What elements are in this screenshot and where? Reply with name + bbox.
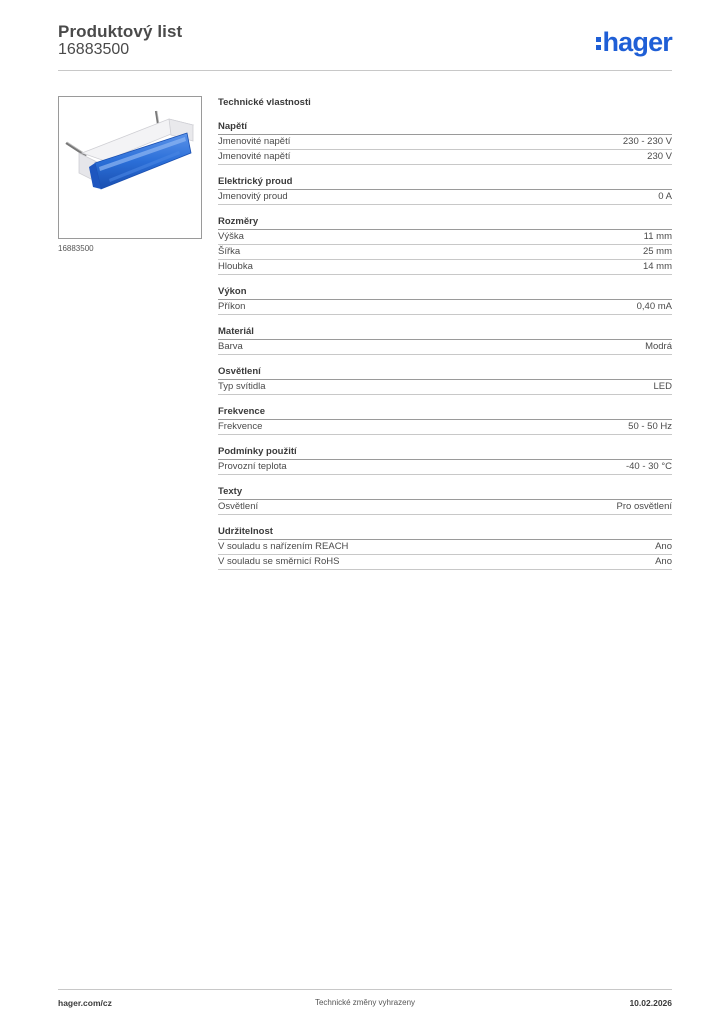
led-module-illustration [59,97,201,238]
spec-group [218,405,672,435]
spec-value: 14 mm [642,261,672,272]
spec-group-title: Výkon [218,285,672,300]
spec-group [218,285,672,315]
spec-group [218,525,672,570]
spec-row [218,500,672,515]
spec-row [218,380,672,395]
hager-logo [596,27,672,57]
product-code: 16883500 [58,41,130,58]
spec-label: Barva [218,341,243,352]
spec-row [218,190,672,205]
spec-label: Příkon [218,301,246,312]
spec-group [218,485,672,515]
spec-groups [218,120,672,570]
spec-row [218,245,672,260]
spec-label: Hloubka [218,261,253,272]
spec-group-title: Materiál [218,325,672,340]
spec-group-title: Texty [218,485,672,500]
footer-date: 10.02.2026 [629,998,672,1008]
spec-group-title: Rozměry [218,215,672,230]
spec-label: V souladu se směrnicí RoHS [218,556,340,567]
product-image [58,96,202,239]
spec-row [218,150,672,165]
spec-label: Provozní teplota [218,461,287,472]
spec-label: Výška [218,231,244,242]
spec-group [218,120,672,165]
spec-group [218,365,672,395]
page-header [58,20,672,71]
spec-label: Typ svítidla [218,381,266,392]
spec-row [218,540,672,555]
spec-row [218,340,672,355]
document-title: Produktový list [58,22,183,41]
spec-group [218,325,672,355]
spec-group-title: Osvětlení [218,365,672,380]
spec-label: Jmenovité napětí [218,136,291,147]
spec-label: Šířka [218,246,241,257]
spec-value: Ano [655,556,672,567]
spec-row [218,460,672,475]
spec-label: Jmenovitý proud [218,191,288,202]
spec-group-title: Napětí [218,120,672,135]
spec-value: 0,40 mA [636,301,672,312]
logo-text: hager [602,27,672,57]
spec-value: 230 V [647,151,672,162]
spec-value: Ano [655,541,672,552]
logo-dots-icon [596,34,601,52]
spec-row [218,260,672,275]
spec-row [218,230,672,245]
spec-group-title: Udržitelnost [218,525,672,540]
technical-specs [218,96,672,580]
spec-value: 50 - 50 Hz [628,421,672,432]
spec-label: V souladu s nařízením REACH [218,541,349,552]
spec-value: 25 mm [642,246,672,257]
spec-value: 11 mm [643,231,672,242]
spec-group [218,175,672,205]
spec-group-title: Elektrický proud [218,175,672,190]
image-caption: 16883500 [58,244,94,253]
spec-label: Frekvence [218,421,263,432]
specs-heading: Technické vlastnosti [218,97,311,108]
spec-label: Osvětlení [218,501,259,512]
spec-row [218,555,672,570]
spec-group [218,445,672,475]
spec-value: Pro osvětlení [616,501,672,512]
spec-value: 0 A [658,191,672,202]
spec-row [218,420,672,435]
spec-row [218,135,672,150]
spec-row [218,300,672,315]
spec-group-title: Podmínky použití [218,445,672,460]
spec-label: Jmenovité napětí [218,151,291,162]
spec-value: Modrá [645,341,672,352]
spec-group-title: Frekvence [218,405,672,420]
footer-notice: Technické změny vyhrazeny [314,998,416,1007]
spec-value: -40 - 30 °C [625,461,672,472]
page-footer [58,989,672,1010]
spec-value: LED [653,381,672,392]
spec-group [218,215,672,275]
footer-website: hager.com/cz [58,998,112,1008]
spec-value: 230 - 230 V [622,136,672,147]
